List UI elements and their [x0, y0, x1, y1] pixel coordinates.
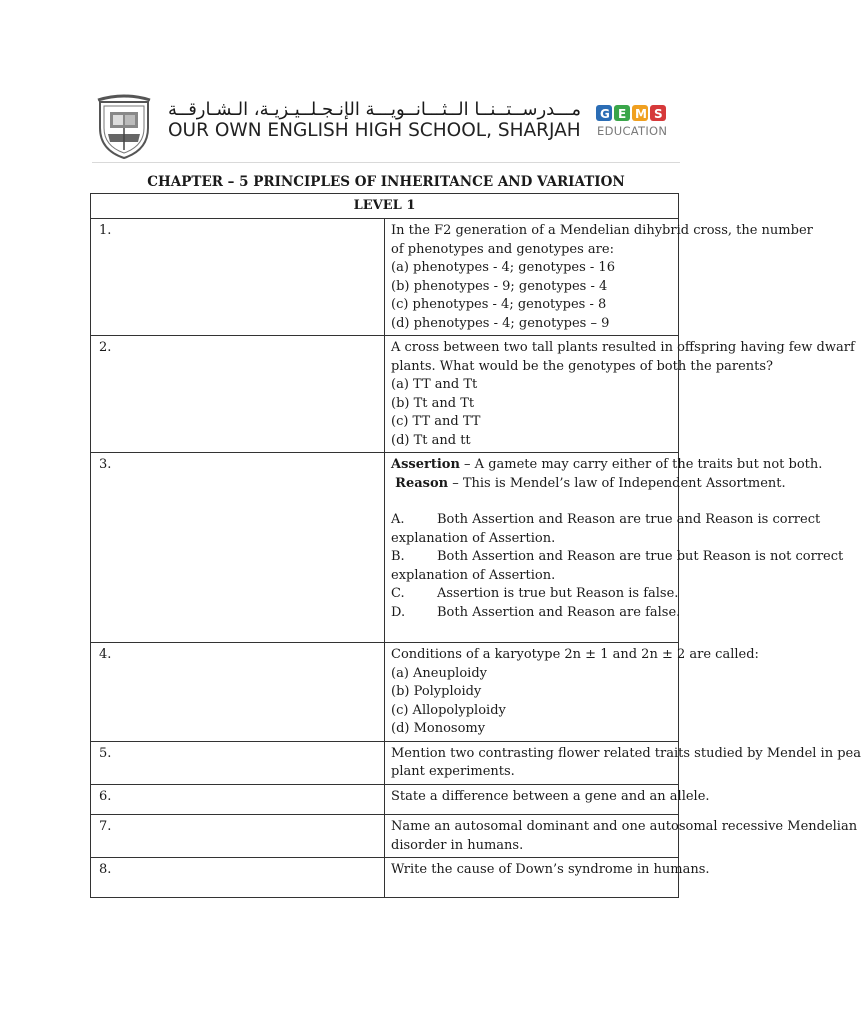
- question-text: [385, 336, 855, 453]
- option-continuation: explanation of Assertion.: [391, 567, 556, 583]
- chapter-title: CHAPTER – 5 PRINCIPLES OF INHERITANCE AND VARIATION: [147, 174, 625, 190]
- crest-icon: [94, 94, 154, 160]
- question-row: [91, 741, 679, 784]
- question-line: plants. What would be the genotypes of both the parents?: [391, 358, 774, 374]
- option-text: Both Assertion and Reason are true but Reason is not correct: [437, 549, 844, 564]
- question-text: [385, 815, 858, 858]
- question-line: In the F2 generation of a Mendelian dihybrid cross, the number: [391, 223, 813, 238]
- question-line: State a difference between a gene and an allele.: [391, 788, 710, 804]
- question-number: 2.: [91, 336, 385, 453]
- question-number: 6.: [91, 784, 385, 815]
- question-row: [91, 219, 679, 336]
- question-line: Write the cause of Down’s syndrome in humans.: [391, 862, 710, 877]
- level-header-row: [91, 194, 679, 219]
- question-table: [90, 193, 861, 898]
- option-line: (c) phenotypes - 4; genotypes - 8: [391, 297, 607, 312]
- option-line: (b) Tt and Tt: [391, 395, 475, 411]
- reason-text: – This is Mendel’s law of Independent Assortment.: [448, 475, 786, 491]
- reason-label: Reason: [395, 475, 449, 491]
- question-number: 8.: [91, 858, 385, 898]
- option-letter: A.: [391, 512, 405, 527]
- assertion-label: Assertion: [391, 457, 460, 472]
- question-line: Conditions of a karyotype 2n ± 1 and 2n ± 2 are called:: [391, 647, 759, 662]
- option-letter: C.: [391, 586, 405, 601]
- reason-line: [391, 475, 786, 494]
- question-text: [385, 219, 813, 336]
- option-line: (d) Monosomy: [391, 721, 486, 736]
- option-line: (d) phenotypes - 4; genotypes – 9: [391, 315, 610, 331]
- question-line: plant experiments.: [391, 764, 515, 779]
- question-line: disorder in humans.: [391, 837, 524, 853]
- assertion-line: [391, 456, 823, 475]
- svg-text:S: S: [654, 107, 663, 121]
- option-line: (b) Polyploidy: [391, 684, 482, 699]
- question-row: [91, 784, 679, 815]
- question-text: [385, 643, 759, 742]
- option-line: (c) Allopolyploidy: [391, 702, 506, 718]
- option-text: Assertion is true but Reason is false.: [437, 586, 679, 601]
- question-row: [91, 336, 679, 453]
- question-line: A cross between two tall plants resulted in offspring having few dwarf: [391, 340, 855, 355]
- gems-logo-icon: [596, 103, 668, 125]
- question-number: 3.: [91, 453, 385, 643]
- question-line: Name an autosomal dominant and one autosomal recessive Mendelian: [391, 819, 858, 834]
- option-line: (b) phenotypes - 9; genotypes - 4: [391, 278, 608, 294]
- option-line: [391, 585, 679, 604]
- option-line: (a) Aneuploidy: [391, 665, 487, 681]
- option-continuation: explanation of Assertion.: [391, 530, 556, 546]
- question-line: Mention two contrasting flower related traits studied by Mendel in pea: [391, 745, 861, 761]
- svg-text:G: G: [600, 107, 610, 121]
- svg-text:E: E: [618, 107, 627, 121]
- question-row: [91, 858, 679, 898]
- question-row: [91, 643, 679, 742]
- gems-logo: [596, 103, 668, 123]
- option-text: Both Assertion and Reason are false.: [437, 604, 681, 620]
- option-letter: B.: [391, 549, 405, 564]
- school-name-arabic: مـــدرســتــنــا الــثـــانــويـــة الإنـجـلــيـزيـة، الـشـارقــة: [168, 99, 582, 120]
- option-line: [391, 604, 681, 623]
- option-text: Both Assertion and Reason are true and Reason is correct: [437, 512, 821, 527]
- question-text: [385, 784, 710, 815]
- question-text: [385, 453, 844, 643]
- question-number: 1.: [91, 219, 385, 336]
- question-number: 5.: [91, 741, 385, 784]
- svg-text:M: M: [635, 107, 647, 121]
- assertion-text: – A gamete may carry either of the traits but not both.: [459, 457, 823, 472]
- option-line: (a) TT and Tt: [391, 377, 478, 392]
- option-letter: D.: [391, 604, 406, 620]
- question-line: of phenotypes and genotypes are:: [391, 241, 614, 257]
- option-line: (d) Tt and tt: [391, 432, 471, 448]
- question-number: 4.: [91, 643, 385, 742]
- level-title: LEVEL 1: [91, 194, 679, 219]
- question-row: [91, 453, 679, 643]
- gems-education-label: EDUCATION: [597, 124, 668, 138]
- header-divider: [92, 162, 680, 163]
- question-text: [385, 858, 710, 898]
- question-text: [385, 741, 861, 784]
- option-line: [391, 548, 844, 567]
- question-row: [91, 815, 679, 858]
- option-line: (a) phenotypes - 4; genotypes - 16: [391, 260, 615, 275]
- option-line: (c) TT and TT: [391, 414, 481, 429]
- question-number: 7.: [91, 815, 385, 858]
- school-crest: [94, 94, 154, 160]
- school-name-english: OUR OWN ENGLISH HIGH SCHOOL, SHARJAH: [168, 120, 581, 141]
- option-line: [391, 511, 821, 530]
